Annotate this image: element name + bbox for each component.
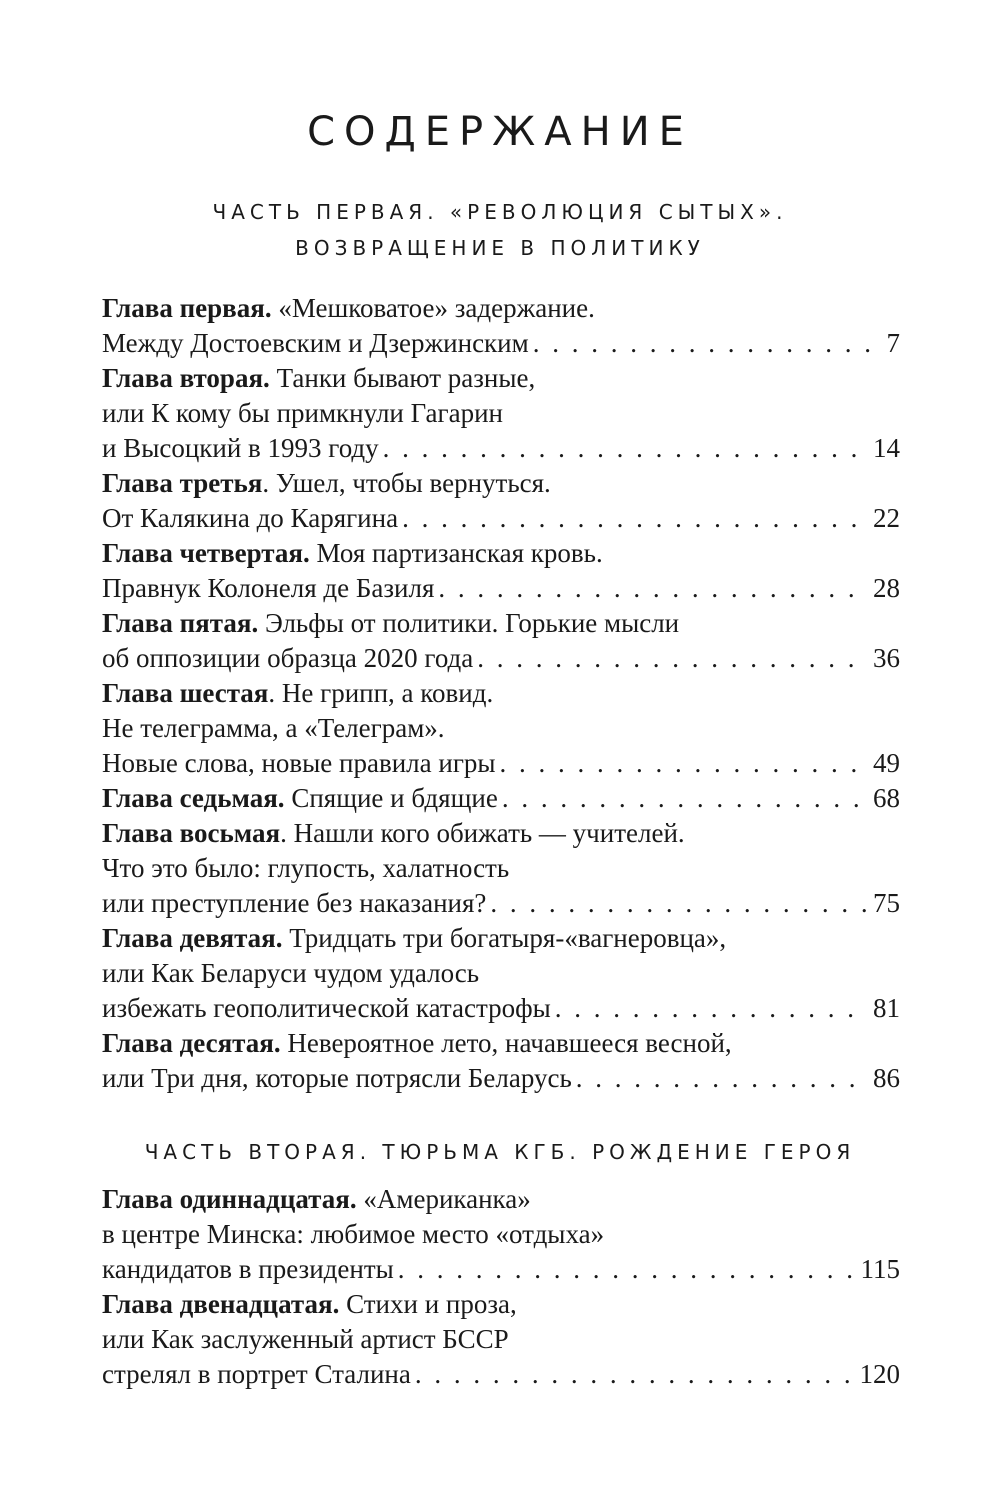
toc-entry-line (102, 501, 900, 536)
toc-entry-line (102, 1182, 900, 1217)
chapter-title-text: Эльфы от политики. Горькие мысли (264, 608, 680, 638)
toc-entry[interactable] (102, 1026, 900, 1096)
toc-entry-line (102, 956, 900, 991)
toc-entry-line (102, 851, 900, 886)
page-number: 7 (886, 328, 900, 358)
chapter-title-text: . Не грипп, а ковид. (268, 678, 494, 708)
toc-entry[interactable] (102, 606, 900, 676)
dot-leader (477, 641, 867, 676)
toc-entry-line (102, 746, 900, 781)
toc-entry-line (102, 431, 900, 466)
page-number: 75 (873, 888, 900, 918)
toc-entry-line (102, 361, 900, 396)
chapter-title-text: От Калякина до Карягина (102, 503, 399, 533)
toc-entry[interactable] (102, 781, 900, 816)
part-one-title: ЧАСТЬ ПЕРВАЯ. «РЕВОЛЮЦИЯ СЫТЫХ». (212, 200, 788, 224)
chapter-label: Глава шестая (102, 678, 269, 708)
part-two-heading (0, 1134, 1000, 1170)
chapter-title-text: или преступление без наказания? (102, 888, 487, 918)
chapter-label: Глава третья (102, 468, 263, 498)
toc-entry-line (102, 816, 900, 851)
dot-leader (555, 991, 867, 1026)
chapter-label: Глава восьмая (102, 818, 281, 848)
toc-entry-line (102, 606, 900, 641)
toc-entry-line (102, 1322, 900, 1357)
toc-entry-line (102, 1217, 900, 1252)
toc-entry[interactable] (102, 361, 900, 466)
page-number: 28 (873, 573, 900, 603)
chapter-title-text: кандидатов в президенты (102, 1254, 394, 1284)
chapter-title-text: Не телеграмма, а «Телеграм». (102, 713, 445, 743)
toc-entry-line (102, 1357, 900, 1392)
chapter-title-text: . Ушел, чтобы вернуться. (262, 468, 551, 498)
page-number: 86 (873, 1063, 900, 1093)
dot-leader (500, 746, 867, 781)
chapter-title-text: Новые слова, новые правила игры (102, 748, 496, 778)
chapter-title-text: избежать геополитической катастрофы (102, 993, 551, 1023)
dot-leader (398, 1252, 855, 1287)
dot-leader (415, 1357, 854, 1392)
toc-entry-line (102, 991, 900, 1026)
part-two-toc (102, 1182, 900, 1392)
page-number: 22 (873, 503, 900, 533)
chapter-label: Глава двенадцатая. (102, 1289, 340, 1319)
toc-entry-line (102, 886, 900, 921)
part-one-heading (0, 194, 1000, 266)
toc-entry[interactable] (102, 816, 900, 921)
part-one-toc (102, 291, 900, 1096)
dot-leader (402, 501, 867, 536)
chapter-title-text: Невероятное лето, начавшееся весной, (287, 1028, 732, 1058)
toc-entry-line (102, 466, 900, 501)
dot-leader (438, 571, 867, 606)
toc-entry[interactable] (102, 921, 900, 1026)
toc-entry-line (102, 326, 900, 361)
toc-entry[interactable] (102, 676, 900, 781)
toc-entry[interactable] (102, 291, 900, 361)
chapter-title-text: Стихи и проза, (346, 1289, 517, 1319)
page-number: 14 (873, 433, 900, 463)
dot-leader (383, 431, 867, 466)
chapter-label: Глава одиннадцатая. (102, 1184, 357, 1214)
chapter-title-text: стрелял в портрет Сталина (102, 1359, 411, 1389)
dot-leader (490, 886, 867, 921)
toc-entry[interactable] (102, 536, 900, 606)
toc-entry-line (102, 571, 900, 606)
chapter-title-text: или К кому бы примкнули Гагарин (102, 398, 503, 428)
page-title: СОДЕРЖАНИЕ (307, 109, 693, 155)
dot-leader (533, 326, 881, 361)
toc-entry-line (102, 1252, 900, 1287)
page-number: 36 (873, 643, 900, 673)
chapter-title-text: об оппозиции образца 2020 года (102, 643, 474, 673)
chapter-title-text: Танки бывают разные, (276, 363, 536, 393)
page-number: 81 (873, 993, 900, 1023)
part-one-subtitle: ВОЗВРАЩЕНИЕ В ПОЛИТИКУ (295, 236, 705, 260)
toc-entry-line (102, 676, 900, 711)
chapter-title-text: Спящие и бдящие (291, 783, 498, 813)
toc-entry-line (102, 781, 900, 816)
chapter-title-text: в центре Минска: любимое место «отдыха» (102, 1219, 605, 1249)
chapter-title-text: Что это было: глупость, халатность (102, 853, 510, 883)
chapter-title-text: Правнук Колонеля де Базиля (102, 573, 435, 603)
page-number: 49 (873, 748, 900, 778)
page-number: 120 (859, 1359, 900, 1389)
chapter-label: Глава вторая. (102, 363, 270, 393)
chapter-label: Глава седьмая. (102, 783, 285, 813)
toc-entry-line (102, 1026, 900, 1061)
chapter-title-text: «Мешковатое» задержание. (278, 293, 595, 323)
chapter-title-text: или Три дня, которые потрясли Беларусь (102, 1063, 572, 1093)
chapter-title-text: или Как заслуженный артист БССР (102, 1324, 509, 1354)
chapter-title-text: Между Достоевским и Дзержинским (102, 328, 529, 358)
toc-entry-line (102, 396, 900, 431)
toc-entry-line (102, 641, 900, 676)
toc-entry-line (102, 291, 900, 326)
chapter-label: Глава первая. (102, 293, 272, 323)
part-two-title: ЧАСТЬ ВТОРАЯ. ТЮРЬМА КГБ. РОЖДЕНИЕ ГЕРОЯ (144, 1140, 856, 1164)
chapter-title-text: . Нашли кого обижать — учителей. (280, 818, 685, 848)
toc-entry-line (102, 1061, 900, 1096)
dot-leader (576, 1061, 867, 1096)
chapter-title-text: Тридцать три богатыря-«вагнеровца», (289, 923, 727, 953)
chapter-label: Глава девятая. (102, 923, 283, 953)
toc-entry-line (102, 921, 900, 956)
chapter-label: Глава пятая. (102, 608, 259, 638)
chapter-label: Глава десятая. (102, 1028, 281, 1058)
chapter-label: Глава четвертая. (102, 538, 310, 568)
toc-entry-line (102, 1287, 900, 1322)
toc-entry-line (102, 711, 900, 746)
chapter-title-text: «Американка» (363, 1184, 531, 1214)
toc-entry-line (102, 536, 900, 571)
dot-leader (502, 781, 867, 816)
page-number: 68 (873, 783, 900, 813)
chapter-title-text: Моя партизанская кровь. (316, 538, 603, 568)
toc-entry[interactable] (102, 466, 900, 536)
chapter-title-text: или Как Беларуси чудом удалось (102, 958, 480, 988)
toc-entry[interactable] (102, 1287, 900, 1392)
chapter-title-text: и Высоцкий в 1993 году (102, 433, 379, 463)
page-number: 115 (860, 1254, 900, 1284)
toc-entry[interactable] (102, 1182, 900, 1287)
